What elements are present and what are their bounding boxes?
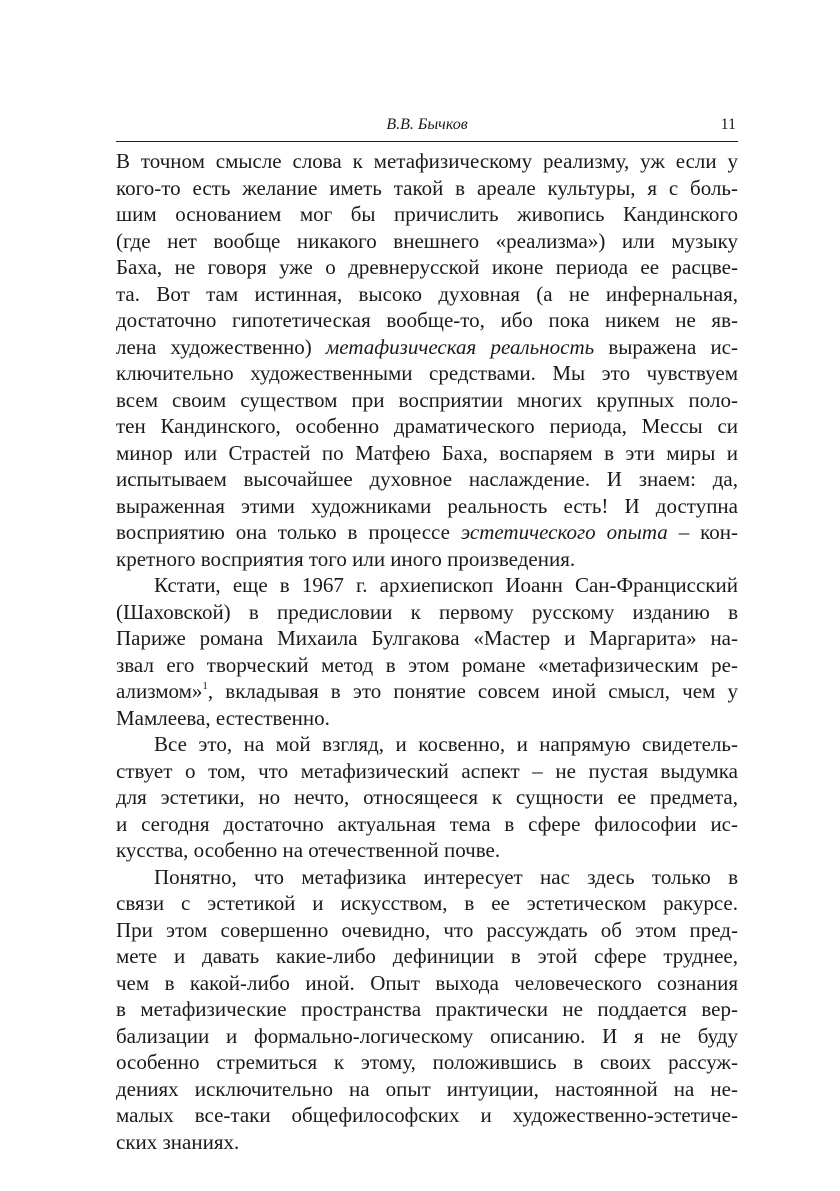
text-line: ключительно художественными средствами. Мы это чувствуем <box>116 361 738 385</box>
text-line: Все это, на мой взгляд, и косвенно, и напрямую свидетель- <box>154 732 738 756</box>
text-segment: ализмом» <box>116 679 203 703</box>
text-line: (Шаховской) в предисловии к первому русскому изданию в <box>116 599 738 624</box>
text-line: всем своим существом при восприятии многих крупных поло- <box>116 387 738 412</box>
running-header <box>116 114 738 140</box>
text-line: тен Кандинского, особенно драматического периода, Мессы си <box>116 414 738 438</box>
text-line: кретного восприятия того или иного произведения. <box>116 546 576 571</box>
text-line: Понятно, что метафизика интересует нас здесь только в <box>154 864 738 889</box>
paragraph <box>116 572 738 731</box>
text-line: в метафизические пространства практически не поддается вер- <box>116 997 738 1021</box>
text-line: шим основанием мог бы причислить живопись Кандинского <box>116 202 738 226</box>
header-rule <box>116 141 738 142</box>
text-line: испытываем высочайшее духовное наслаждение. И знаем: да, <box>116 467 738 491</box>
text-line: чем в какой-либо иной. Опыт выхода человеческого сознания <box>116 970 738 995</box>
text-line: ских знаниях. <box>116 1129 240 1154</box>
paragraph <box>116 148 738 572</box>
text-line: кусства, особенно на отечественной почве. <box>116 838 501 862</box>
text-line: и сегодня достаточно актуальная тема в сфере философии ис- <box>116 811 738 836</box>
text-line: бализации и формально-логическому описанию. И я не буду <box>116 1023 738 1048</box>
text-segment: – кон- <box>667 520 739 544</box>
text-segment: восприятию она только в процессе <box>116 520 461 544</box>
text-line: Париже романа Михаила Булгакова «Мастер и Маргарита» на- <box>116 626 738 650</box>
text-line: Кстати, еще в 1967 г. архиепископ Иоанн Сан-Францисский <box>154 573 738 597</box>
text-line: Баха, не говоря уже о древнерусской иконе периода ее расцве- <box>116 255 738 279</box>
body-text <box>116 148 738 1155</box>
text-line <box>116 678 738 705</box>
footnote-marker: 1 <box>202 680 208 692</box>
text-line: мете и давать какие-либо дефиниции в этой сфере труднее, <box>116 944 738 968</box>
text-line: особенно стремиться к этому, положившись в своих рассуж- <box>116 1050 738 1074</box>
text-line: кого-то есть желание иметь такой в ареале культуры, я с боль- <box>116 175 738 200</box>
text-segment: лена художественно) <box>116 334 326 359</box>
text-line: Мамлеева, естественно. <box>116 705 330 730</box>
text-line: минор или Страстей по Матфею Баха, воспаряем в эти миры и <box>116 440 738 465</box>
text-line: звал его творческий метод в этом романе «метафизическим ре- <box>116 652 738 677</box>
text-line: (где нет вообще никакого внешнего «реализма») или музыку <box>116 228 738 253</box>
text-line: дениях исключительно на опыт интуиции, настоянной на не- <box>116 1076 738 1101</box>
page-number: 11 <box>720 116 736 133</box>
text-line: выраженная этими художниками реальность есть! И доступна <box>116 493 738 518</box>
italic-emphasis: метафизическая реальность <box>325 334 595 359</box>
text-line: ствует о том, что метафизический аспект – не пустая выдумка <box>116 758 738 783</box>
text-line: малых все-таки общефилософских и художественно-эстетиче- <box>116 1103 738 1127</box>
text-line: связи с эстетикой и искусством, в ее эстетическом ракурсе. <box>116 891 738 915</box>
text-line: При этом совершенно очевидно, что рассуждать об этом пред- <box>116 917 738 942</box>
text-segment: , вкладывая в это понятие совсем иной смысл, чем у <box>207 679 738 703</box>
text-line: для эстетики, но нечто, относящееся к сущности ее предмета, <box>116 785 738 809</box>
running-head-author: В.В. Бычков <box>386 116 468 133</box>
text-line: достаточно гипотетическая вообще-то, ибо пока никем не яв- <box>116 308 738 332</box>
paragraph <box>116 864 738 1156</box>
text-line: В точном смысле слова к метафизическому реализму, уж если у <box>116 149 738 173</box>
text-line <box>116 519 738 546</box>
italic-emphasis: эстетического опыта <box>460 520 668 544</box>
text-line <box>116 334 738 361</box>
text-segment: выражена ис- <box>594 334 738 359</box>
paragraph <box>116 731 738 864</box>
text-line: та. Вот там истинная, высоко духовная (а не инфернальная, <box>116 281 738 306</box>
